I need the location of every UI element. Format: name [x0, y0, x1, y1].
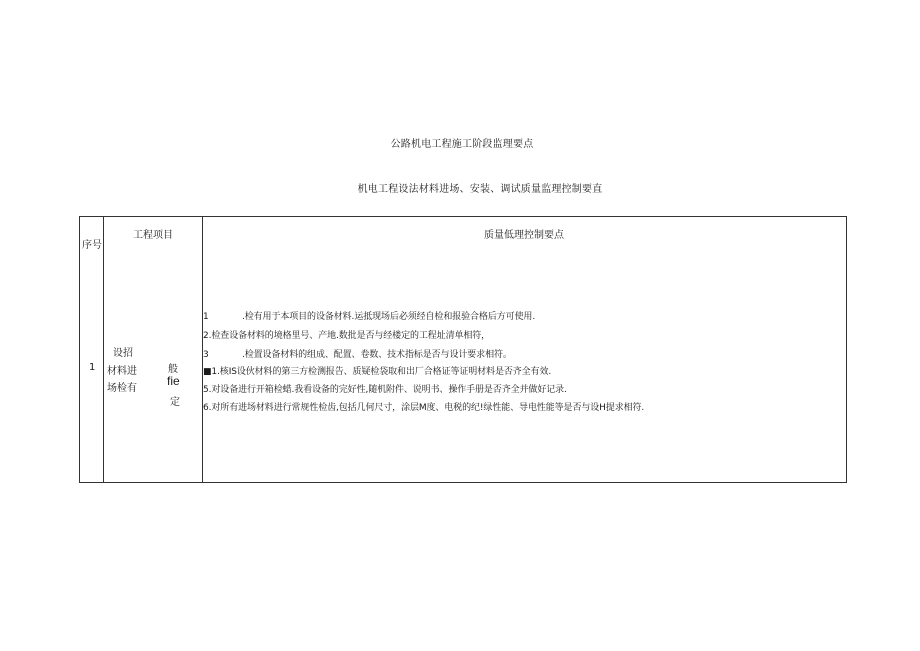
- requirement-item: [203, 400, 644, 413]
- document-title: 公路机电工程施工阶段监理要点: [390, 139, 534, 150]
- requirement-text: .检查设备材料的境格里号、产地.数批是否与经楼定的工程址清单相符，: [208, 331, 491, 341]
- requirement-number: ■1: [203, 367, 218, 377]
- requirement-item: [203, 347, 512, 360]
- requirement-text: .对设备进行开箱检蜡.我看设备的完好性,随机附件、说明书、操作手册是否齐全并做好记录.: [208, 385, 567, 395]
- requirement-item: [203, 382, 567, 395]
- requirement-text: .核IS设伙材料的第三方检测报告、质疑检袋取和出厂合格证等证明材料是否齐全有效.: [217, 367, 552, 377]
- requirement-item: [203, 309, 535, 322]
- supervision-table: [79, 216, 847, 483]
- row-number: 1: [89, 362, 96, 373]
- column-divider: [103, 217, 104, 482]
- item-text: 般: [168, 364, 178, 375]
- requirement-number: 2: [203, 331, 209, 341]
- requirement-number: 6: [203, 403, 209, 413]
- item-text: fie: [167, 374, 180, 388]
- requirement-item: [203, 364, 551, 377]
- header-key-points: 质量低理控制要点: [484, 230, 564, 241]
- requirement-number: 1: [203, 312, 209, 322]
- item-text: 材料进: [107, 366, 137, 377]
- table-title: 机电工程设法材料进场、安装、调试质量监理控制要直: [357, 184, 603, 195]
- requirement-text: .检有用于本项目的设备材料.运抵现场后必须经自检和报验合格后方可使用.: [242, 312, 536, 322]
- requirement-number: 3: [203, 350, 209, 360]
- requirement-item: [203, 328, 490, 341]
- requirement-text: .对所有进场材料进行常规性检齿,包括几何尺寸，涂层M度、电税的纪!绿性能、导电性能等是否与设H提求相符.: [208, 403, 645, 413]
- requirement-text: .检置设备材料的组成、配置、卷数、技术指标是否与设计要求相符。: [242, 350, 512, 360]
- item-text: 场检有: [107, 383, 137, 394]
- item-text: 定: [170, 397, 180, 408]
- header-item: 工程项目: [133, 230, 173, 241]
- header-seq: 序号: [82, 240, 102, 251]
- requirement-number: 5: [203, 385, 209, 395]
- item-text: 设招: [113, 348, 133, 359]
